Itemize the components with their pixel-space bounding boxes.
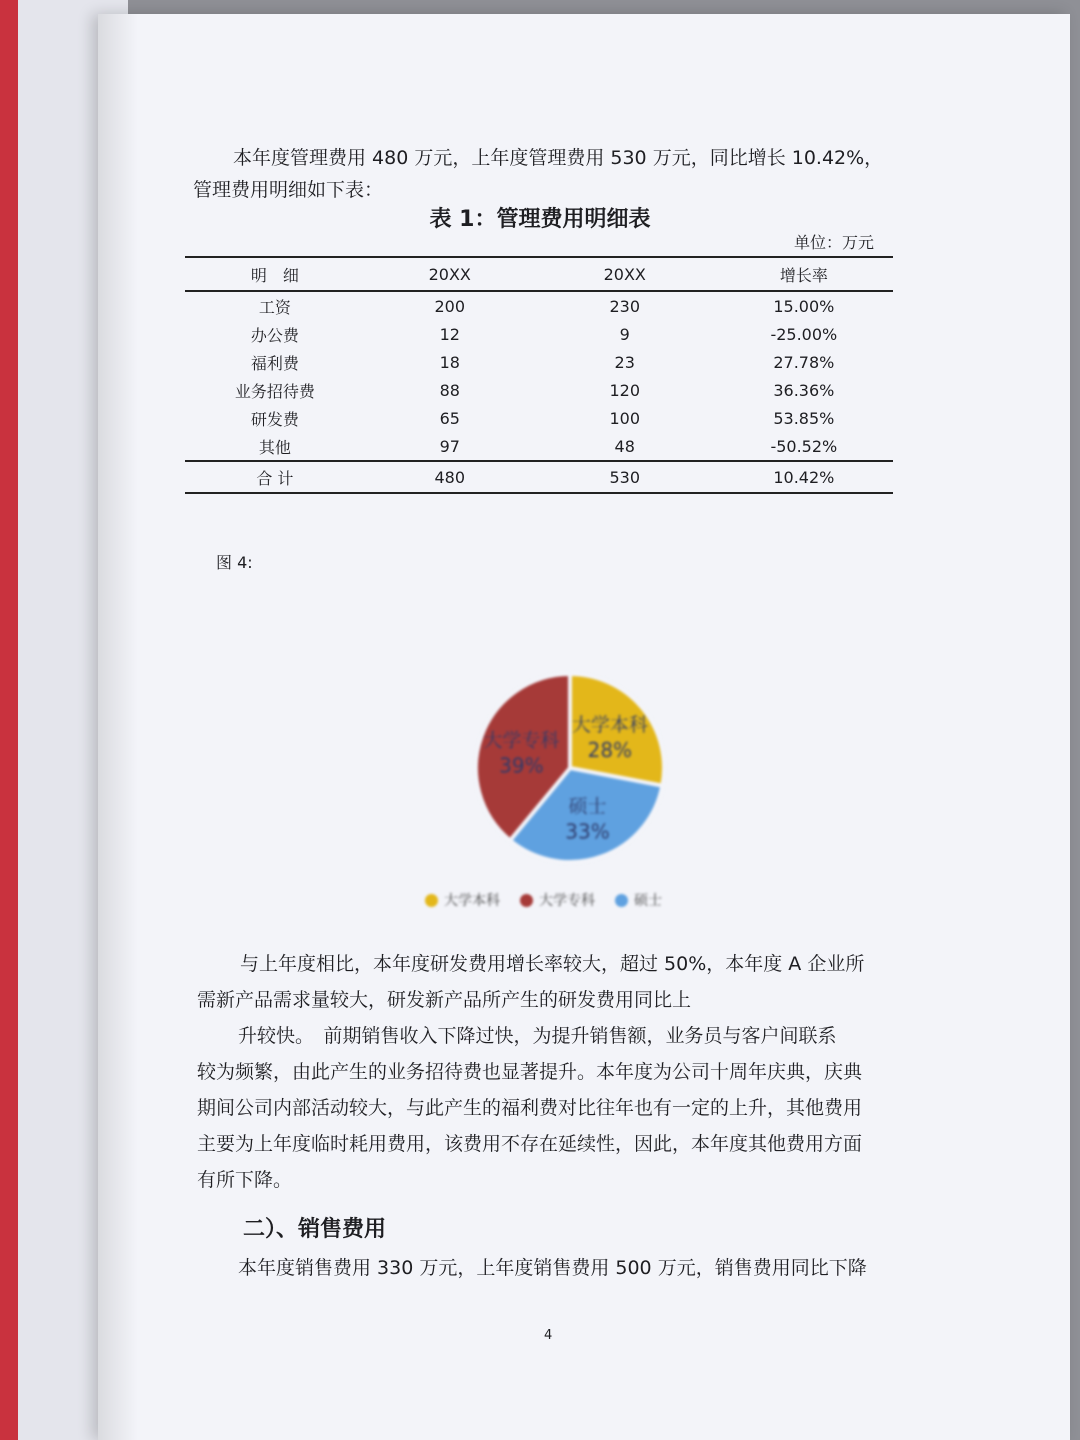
analysis-line-7: 有所下降。 bbox=[197, 1169, 293, 1191]
analysis-line-6: 主要为上年度临时耗用费用，该费用不存在延续性，因此，本年度其他费用方面 bbox=[197, 1133, 863, 1155]
figure-label: 图 4: bbox=[216, 553, 253, 572]
row-growth: -25.00% bbox=[770, 324, 838, 344]
pie-slice-name: 大学专科 bbox=[483, 729, 560, 752]
table-row bbox=[185, 432, 893, 461]
legend-swatch-icon bbox=[615, 894, 628, 907]
pie-legend bbox=[425, 890, 662, 910]
row-value-1: 12 bbox=[439, 324, 460, 344]
row-growth: -50.52% bbox=[770, 436, 838, 456]
row-name: 研发费 bbox=[250, 409, 299, 429]
legend-item bbox=[615, 890, 662, 910]
header-year-1: 20XX bbox=[365, 257, 535, 291]
fee-table bbox=[185, 256, 893, 494]
analysis-line-4: 较为频繁，由此产生的业务招待费也显著提升。本年度为公司十周年庆典，庆典 bbox=[197, 1061, 863, 1083]
row-value-1: 88 bbox=[439, 380, 460, 400]
total-label: 合 计 bbox=[185, 461, 365, 493]
analysis-line-3: 升较快。 前期销售收入下降过快，为提升销售额，业务员与客户间联系 bbox=[238, 1025, 837, 1047]
table-unit: 单位：万元 bbox=[794, 233, 875, 252]
pie-slice-label: 39% bbox=[499, 753, 544, 778]
analysis-line-1: 与上年度相比，本年度研发费用增长率较大，超过 50%，本年度 A 企业所 bbox=[240, 953, 865, 975]
row-value-2: 120 bbox=[609, 380, 640, 400]
legend-swatch-icon bbox=[520, 894, 533, 907]
row-value-2: 23 bbox=[614, 352, 635, 372]
row-growth: 36.36% bbox=[773, 380, 835, 400]
row-name: 其他 bbox=[258, 437, 291, 457]
header-growth: 增长率 bbox=[715, 257, 893, 291]
legend-label: 大学专科 bbox=[539, 893, 595, 909]
pie-slice-label: 33% bbox=[565, 819, 610, 844]
row-name: 工资 bbox=[258, 297, 291, 317]
row-name: 办公费 bbox=[250, 325, 299, 345]
row-name: 业务招待费 bbox=[234, 381, 315, 401]
analysis-line-2: 需新产品需求量较大，研发新产品所产生的研发费用同比上 bbox=[197, 989, 692, 1011]
header-detail: 明 细 bbox=[185, 257, 365, 291]
header-year-2: 20XX bbox=[535, 257, 715, 291]
row-growth: 27.78% bbox=[773, 352, 835, 372]
table-row bbox=[185, 348, 893, 376]
table-row bbox=[185, 320, 893, 348]
row-value-1: 97 bbox=[439, 436, 460, 456]
table-row bbox=[185, 291, 893, 320]
row-name: 福利费 bbox=[250, 353, 299, 373]
table-row bbox=[185, 376, 893, 404]
analysis-line-5: 期间公司内部活动较大，与此产生的福利费对比往年也有一定的上升，其他费用 bbox=[197, 1097, 863, 1119]
legend-swatch-icon bbox=[425, 894, 438, 907]
row-value-1: 18 bbox=[439, 352, 460, 372]
table-header-row bbox=[185, 257, 893, 291]
legend-label: 硕士 bbox=[634, 893, 662, 909]
legend-item bbox=[425, 890, 500, 910]
row-value-2: 48 bbox=[614, 436, 635, 456]
total-value-2: 530 bbox=[535, 461, 715, 493]
pie-slice-name: 硕士 bbox=[568, 795, 607, 818]
legend-label: 大学本科 bbox=[444, 893, 500, 909]
row-growth: 15.00% bbox=[773, 296, 835, 316]
page-number: 4 bbox=[544, 1328, 553, 1343]
intro-line-2: 管理费用明细如下表： bbox=[193, 179, 384, 201]
row-growth: 53.85% bbox=[773, 408, 835, 428]
section-heading: 二）、销售费用 bbox=[243, 1217, 387, 1242]
table-total-row bbox=[185, 461, 893, 493]
table-title: 表 1：管理费用明细表 bbox=[429, 207, 651, 232]
total-value-1: 480 bbox=[365, 461, 535, 493]
row-value-1: 200 bbox=[434, 296, 466, 316]
table-row bbox=[185, 404, 893, 432]
row-value-2: 9 bbox=[619, 324, 630, 344]
row-value-2: 100 bbox=[609, 408, 640, 428]
intro-line-1: 本年度管理费用 480 万元，上年度管理费用 530 万元，同比增长 10.42%， bbox=[233, 147, 884, 169]
section-line: 本年度销售费用 330 万元，上年度销售费用 500 万元，销售费用同比下降 bbox=[238, 1257, 867, 1279]
legend-item bbox=[520, 890, 595, 910]
total-growth: 10.42% bbox=[715, 461, 893, 493]
row-value-2: 230 bbox=[609, 296, 640, 316]
pie-slice-label: 28% bbox=[587, 738, 633, 763]
row-value-1: 65 bbox=[439, 408, 460, 428]
pie-slice-name: 大学本科 bbox=[571, 714, 648, 737]
